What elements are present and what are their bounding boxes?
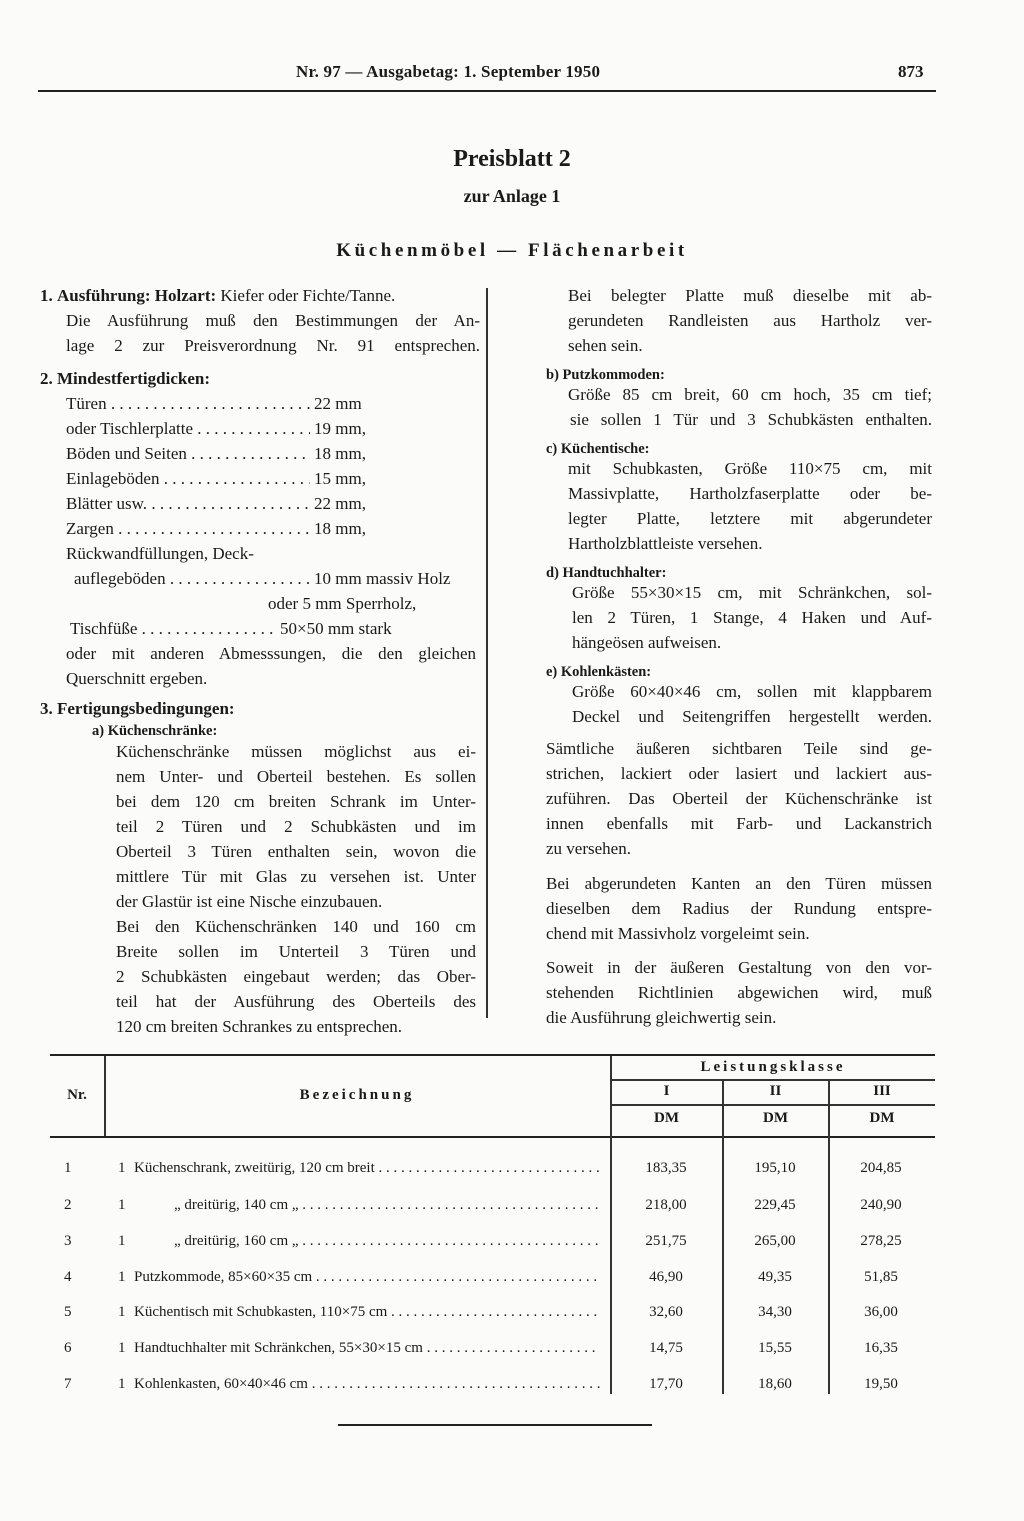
kuechenschraenke-line: 2 Schubkästen eingebaut werden; das Ober- [116,967,476,986]
currency-label: DM [869,1110,895,1126]
row-quantity: 1 [118,1304,126,1320]
row-price-class-1: 218,00 [645,1197,687,1213]
paragraph-line: Sämtliche äußeren sichtbaren Teile sind ge- [546,739,932,758]
column-rule [722,1080,724,1394]
row-description: Handtuchhalter mit Schränkchen, 55×30×15 cm . . . [134,1340,600,1357]
header-inner-rule [611,1104,935,1106]
thickness-label: Türen . . . [66,393,310,415]
running-head: Nr. 97 — Ausgabetag: 1. September 1950 [296,62,601,81]
column-header-class-3: III [873,1083,891,1099]
thickness-value: 22 mm, [314,494,366,513]
kuechenschraenke-line: Bei den Küchenschränken 140 und 160 cm [116,917,476,936]
currency-label: DM [763,1110,788,1126]
tischfuesse-line-2: oder mit anderen Abmesssungen, die den gleichen [66,644,476,663]
row-price-class-3: 204,85 [860,1160,902,1176]
row-nr: 7 [64,1376,72,1392]
kuechenschraenke-line: bei dem 120 cm breiten Schrank im Unter- [116,792,476,811]
row-nr: 3 [64,1233,72,1249]
section-3-heading [40,698,235,720]
handtuchhalter-line: Größe 55×30×15 cm, mit Schränkchen, sol- [572,583,932,602]
subsection-label: b) Putzkommoden: [546,367,665,383]
section-number: 3. [40,699,53,718]
row-nr: 5 [64,1304,72,1320]
kuechenschraenke-line: Küchenschränke müssen möglichst aus ei- [116,742,476,761]
row-price-class-2: 34,30 [758,1304,792,1320]
kuechenschraenke-line: der Glastür ist eine Nische einzubauen. [116,892,383,911]
kuechentische-line: Hartholzblattleiste versehen. [568,534,763,553]
intro-line: sehen sein. [568,336,643,355]
row-nr: 4 [64,1269,72,1285]
section-number: 1. [40,286,53,305]
handtuchhalter-line: hängeösen aufweisen. [572,633,722,652]
row-price-class-1: 46,90 [649,1269,683,1285]
rueckwand-label: auflegeböden . . . [74,568,310,590]
row-quantity: 1 [118,1160,126,1176]
row-description: Kohlenkasten, 60×40×46 cm . . . [134,1376,600,1393]
section-1-line-2: Die Ausführung muß den Bestimmungen der An- [66,311,480,330]
thickness-label: Zargen . . . [66,518,310,540]
kuechenschraenke-line: 120 cm breiten Schrankes zu entsprechen. [116,1017,403,1036]
handtuchhalter-line: len 2 Türen, 1 Stange, 4 Haken und Auf- [572,608,932,627]
column-header-leistungsklasse: Leistungsklasse [700,1059,846,1075]
table-top-rule [50,1054,935,1056]
paragraph-line: die Ausführung gleichwertig sein. [546,1008,777,1027]
column-header-class-2: II [769,1083,782,1099]
section-label: Fertigungsbedingungen: [57,699,235,718]
rueckwand-value: 10 mm massiv Holz [314,569,451,588]
thickness-value: 19 mm, [314,419,366,438]
row-price-class-1: 183,35 [645,1160,687,1176]
kohlenkaesten-line: Größe 60×40×46 cm, sollen mit klappbarem [572,682,932,701]
row-price-class-2: 229,45 [754,1197,796,1213]
row-quantity: 1 [118,1233,126,1249]
thickness-value: 18 mm, [314,444,366,463]
paragraph-line: chend mit Massivholz vorgeleimt sein. [546,924,810,943]
putzkommoden-line: Größe 85 cm breit, 60 cm hoch, 35 cm tief; [568,385,932,404]
row-price-class-3: 240,90 [860,1197,902,1213]
column-header-class-1: I [663,1083,670,1099]
section-label: Mindestfertigdicken: [57,369,210,388]
kuechentische-line: mit Schubkasten, Größe 110×75 cm, mit [568,459,932,478]
row-nr: 1 [64,1160,72,1176]
row-description: „ dreitürig, 140 cm „ . . . [174,1197,600,1214]
row-nr: 2 [64,1197,72,1213]
kuechenschraenke-line: nem Unter- und Oberteil bestehen. Es sollen [116,767,476,786]
row-description: Küchentisch mit Schubkasten, 110×75 cm . . . [134,1304,600,1321]
subsection-label: c) Küchentische: [546,441,650,457]
kuechenschraenke-line: mittlere Tür mit Glas zu versehen ist. Unter [116,867,476,886]
tischfuesse-line-3: Querschnitt ergeben. [66,669,208,688]
header-rule [38,90,936,92]
row-description: Putzkommode, 85×60×35 cm . . . [134,1269,600,1286]
subsection-label: d) Handtuchhalter: [546,565,667,581]
page-title: Preisblatt 2 [453,146,571,172]
column-header-nr: Nr. [67,1087,87,1103]
row-price-class-3: 51,85 [864,1269,898,1285]
thickness-value: 22 mm [314,394,362,413]
thickness-label: Blätter usw. . . . [66,493,310,515]
page-subtitle: zur Anlage 1 [463,186,561,206]
row-quantity: 1 [118,1269,126,1285]
row-nr: 6 [64,1340,72,1356]
section-heading: Küchenmöbel — Flächenarbeit [336,240,688,261]
subsection-label: a) Küchenschränke: [92,723,218,739]
putzkommoden-line: sie sollen 1 Tür und 3 Schubkästen enthalten. [570,410,932,429]
row-price-class-1: 17,70 [649,1376,683,1392]
row-quantity: 1 [118,1197,126,1213]
thickness-value: 15 mm, [314,469,366,488]
paragraph-line: zuführen. Das Oberteil der Küchenschränke ist [546,789,932,808]
thickness-label: Böden und Seiten . . . [66,443,310,465]
row-price-class-3: 278,25 [860,1233,902,1249]
paragraph-line: dieselben dem Radius der Rundung entspre- [546,899,932,918]
section-1-line-3: lage 2 zur Preisverordnung Nr. 91 entsprechen. [66,336,480,355]
currency-label: DM [654,1110,679,1126]
paragraph-line: zu versehen. [546,839,631,858]
closing-rule [338,1424,652,1426]
kuechentische-line: Massivplatte, Hartholzfaserplatte oder be- [568,484,932,503]
thickness-label: oder Tischlerplatte . . . [66,418,310,440]
row-price-class-3: 36,00 [864,1304,898,1320]
row-price-class-1: 32,60 [649,1304,683,1320]
intro-line: Bei belegter Platte muß dieselbe mit ab- [568,286,932,305]
row-quantity: 1 [118,1376,126,1392]
kohlenkaesten-line: Deckel und Seitengriffen hergestellt werden. [572,707,932,726]
paragraph-line: Soweit in der äußeren Gestaltung von den vor- [546,958,932,977]
row-price-class-1: 14,75 [649,1340,683,1356]
column-rule [828,1080,830,1394]
thickness-label: Einlageböden . . . [66,468,310,490]
table-header-rule [50,1136,935,1138]
row-price-class-2: 265,00 [754,1233,796,1249]
rueckwand-line-1: Rückwandfüllungen, Deck- [66,544,254,563]
kuechenschraenke-line: teil 2 Türen und 2 Schubkästen und im [116,817,476,836]
section-label: Ausführung: Holzart: [57,286,217,305]
kuechentische-line: legter Platte, letztere mit abgerundeter [568,509,932,528]
kuechenschraenke-line: teil hat der Ausführung des Oberteils des [116,992,476,1011]
section-number: 2. [40,369,53,388]
column-rule [610,1056,612,1394]
kuechenschraenke-line: Breite sollen im Unterteil 3 Türen und [116,942,476,961]
subsection-label: e) Kohlenkästen: [546,664,652,680]
column-divider [486,288,488,1018]
paragraph-line: Bei abgerundeten Kanten an den Türen müssen [546,874,932,893]
row-price-class-2: 18,60 [758,1376,792,1392]
row-price-class-3: 16,35 [864,1340,898,1356]
kuechenschraenke-line: Oberteil 3 Türen enthalten sein, wovon die [116,842,476,861]
tischfuesse-value: 50×50 mm stark [280,619,392,638]
thickness-value: 18 mm, [314,519,366,538]
header-inner-rule [611,1079,935,1081]
row-price-class-3: 19,50 [864,1376,898,1392]
row-price-class-2: 195,10 [754,1160,796,1176]
tischfuesse-label: Tischfüße . . . [70,618,276,640]
section-2-heading [40,368,210,390]
section-1-line-1 [40,285,395,307]
page-number: 873 [898,62,924,81]
paragraph-line: stehenden Richtlinien abgewichen wird, muß [546,983,932,1002]
row-price-class-2: 15,55 [758,1340,792,1356]
row-description: „ dreitürig, 160 cm „ . . . [174,1233,600,1250]
paragraph-line: strichen, lackiert oder lasiert und lackiert aus- [546,764,932,783]
paragraph-line: innen ebenfalls mit Farb- und Lackanstrich [546,814,932,833]
row-quantity: 1 [118,1340,126,1356]
intro-line: gerundeten Randleisten aus Hartholz ver- [568,311,932,330]
row-price-class-2: 49,35 [758,1269,792,1285]
section-text: Kiefer oder Fichte/Tanne. [220,286,396,305]
row-price-class-1: 251,75 [645,1233,687,1249]
row-description: Küchenschrank, zweitürig, 120 cm breit . . . [134,1160,600,1177]
column-header-bezeichnung: Bezeichnung [299,1087,415,1103]
rueckwand-line-3: oder 5 mm Sperrholz, [268,594,417,613]
